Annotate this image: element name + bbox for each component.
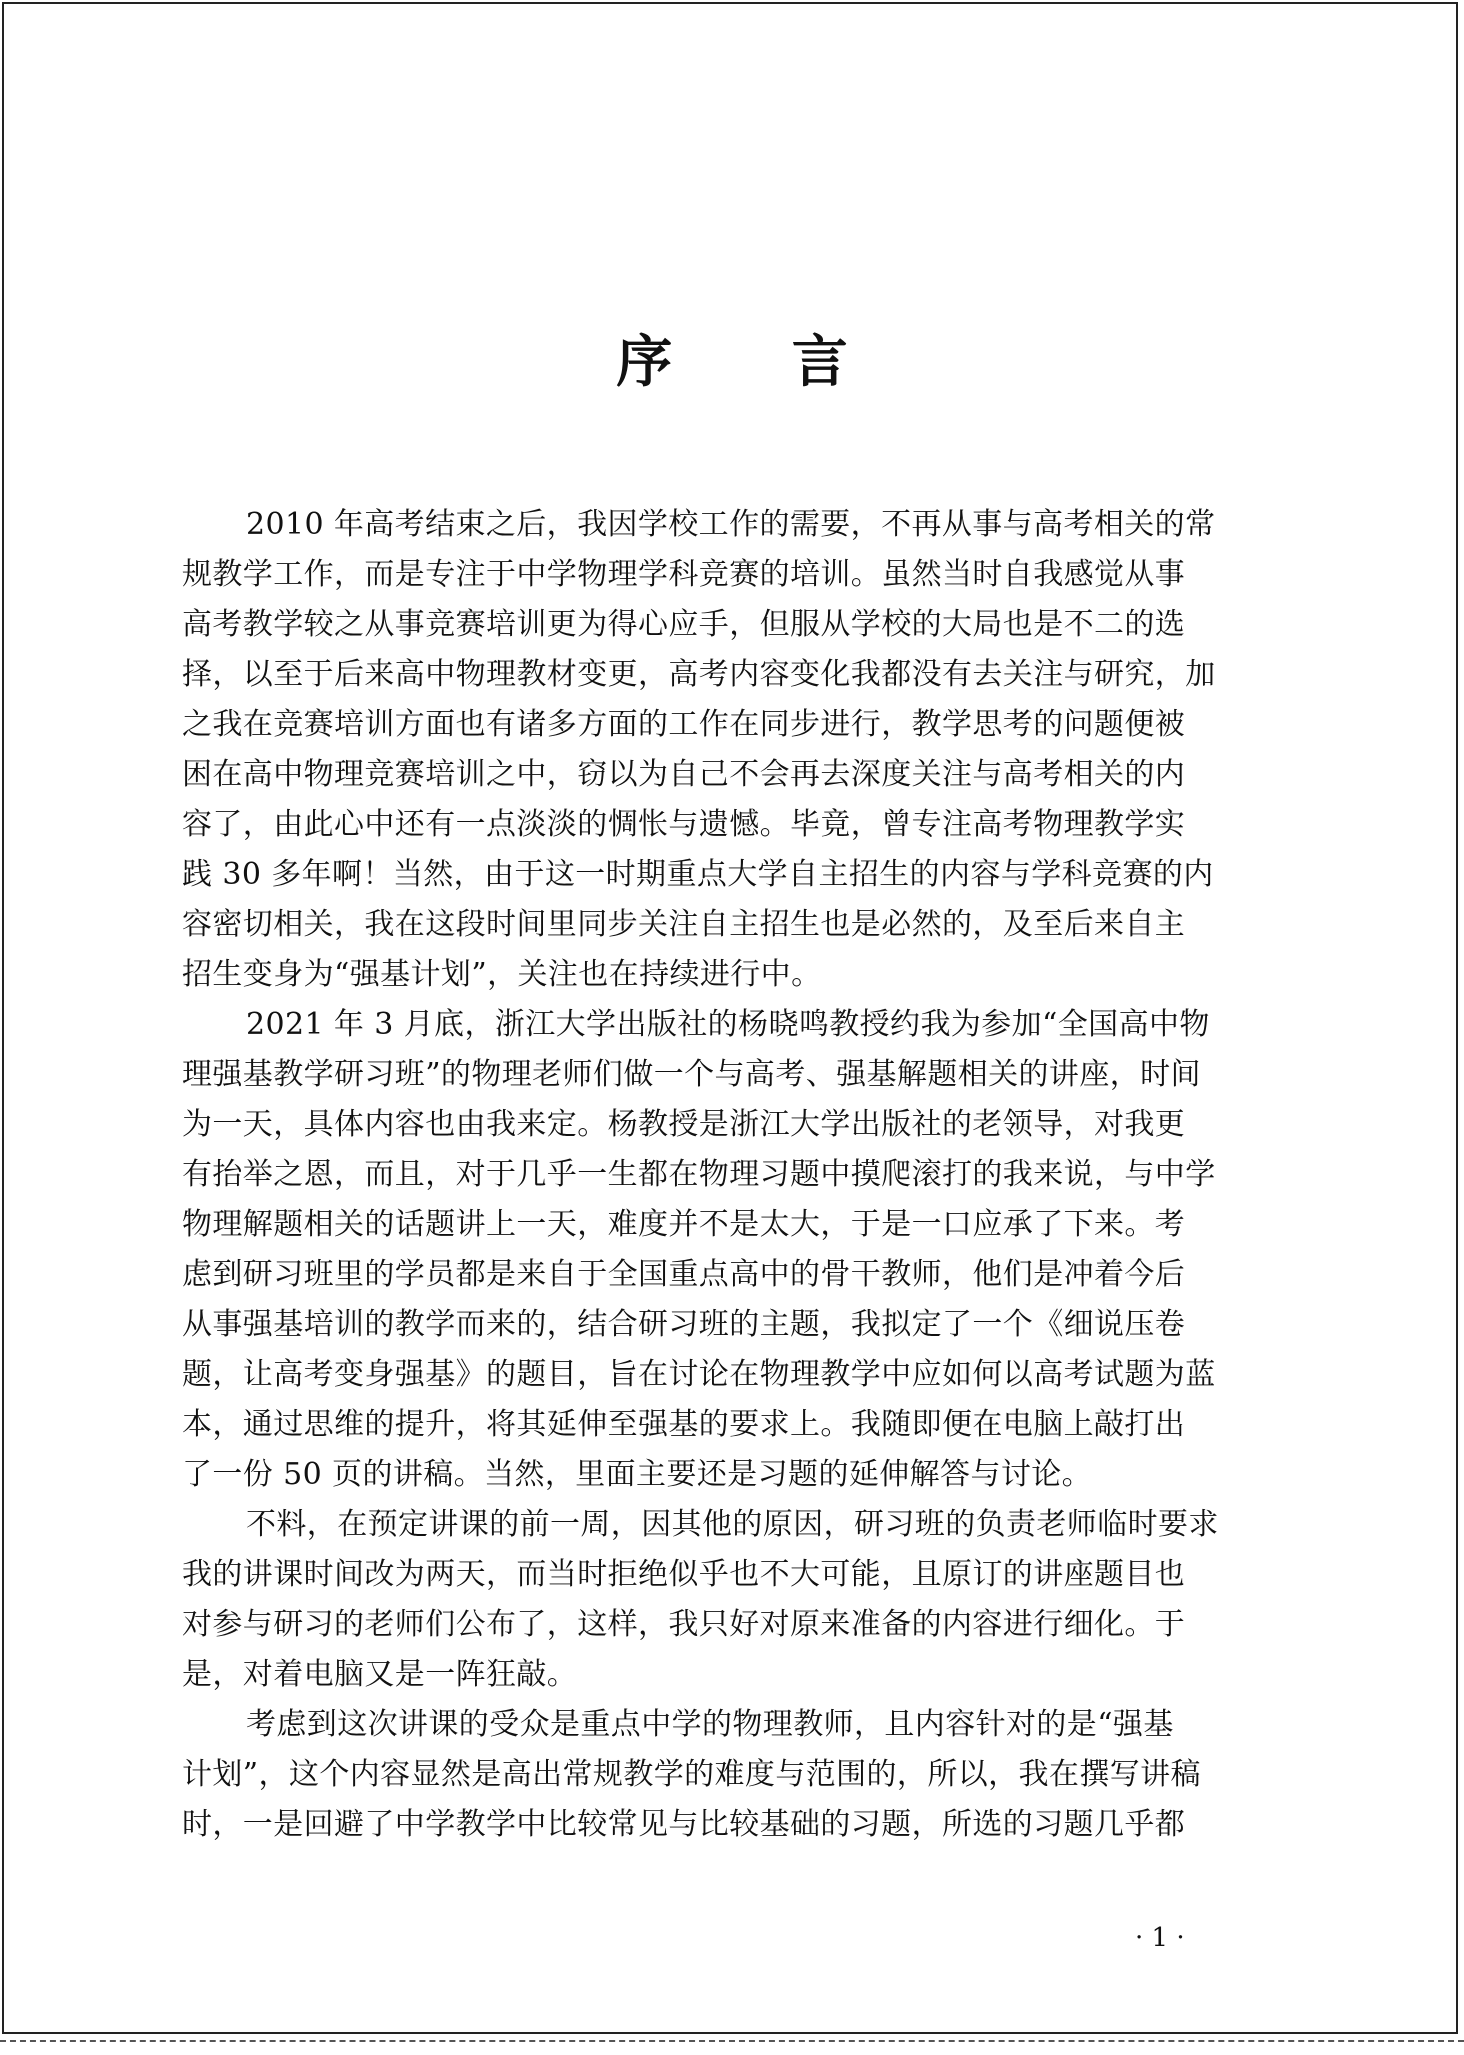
- paragraph-3: [182, 1500, 1282, 1700]
- page-number: · 1 ·: [1135, 1923, 1185, 1953]
- paragraph-2: [182, 1000, 1282, 1500]
- text-line: 我的讲课时间改为两天，而当时拒绝似乎也不大可能，且原订的讲座题目也: [182, 1557, 1186, 1592]
- text-line: 从事强基培训的教学而来的，结合研习班的主题，我拟定了一个《细说压卷: [182, 1307, 1186, 1342]
- text-line: 本，通过思维的提升，将其延伸至强基的要求上。我随即便在电脑上敲打出: [182, 1407, 1186, 1442]
- text-line: 理强基教学研习班”的物理老师们做一个与高考、强基解题相关的讲座，时间: [182, 1057, 1201, 1092]
- text-line: 为一天，具体内容也由我来定。杨教授是浙江大学出版社的老领导，对我更: [182, 1107, 1186, 1142]
- text-line: 考虑到这次讲课的受众是重点中学的物理教师，且内容针对的是“强基: [246, 1707, 1174, 1742]
- text-line: 物理解题相关的话题讲上一天，难度并不是太大，于是一口应承了下来。考: [182, 1207, 1186, 1242]
- text-line: 规教学工作，而是专注于中学物理学科竞赛的培训。虽然当时自我感觉从事: [182, 557, 1186, 592]
- text-line: 2010 年高考结束之后，我因学校工作的需要，不再从事与高考相关的常: [246, 507, 1216, 542]
- text-line: 择，以至于后来高中物理教材变更，高考内容变化我都没有去关注与研究，加: [182, 657, 1216, 692]
- page-title: 序 言: [616, 329, 898, 395]
- text-line: 容密切相关，我在这段时间里同步关注自主招生也是必然的，及至后来自主: [182, 907, 1186, 942]
- text-line: 2021 年 3 月底，浙江大学出版社的杨晓鸣教授约我为参加“全国高中物: [246, 1007, 1210, 1042]
- paragraph-4: [182, 1700, 1282, 1850]
- text-line: 题，让高考变身强基》的题目，旨在讨论在物理教学中应如何以高考试题为蓝: [182, 1357, 1216, 1392]
- text-line: 践 30 多年啊！当然，由于这一时期重点大学自主招生的内容与学科竞赛的内: [182, 857, 1214, 892]
- text-line: 了一份 50 页的讲稿。当然，里面主要还是习题的延伸解答与讨论。: [182, 1457, 1093, 1492]
- body-text: [182, 500, 1282, 1850]
- text-line: 计划”，这个内容显然是高出常规教学的难度与范围的，所以，我在撰写讲稿: [182, 1757, 1201, 1792]
- text-line: 有抬举之恩，而且，对于几乎一生都在物理习题中摸爬滚打的我来说，与中学: [182, 1157, 1216, 1192]
- page-bottom-rule: [0, 2040, 1464, 2042]
- text-line: 是，对着电脑又是一阵狂敲。: [182, 1657, 578, 1692]
- text-line: 高考教学较之从事竞赛培训更为得心应手，但服从学校的大局也是不二的选: [182, 607, 1186, 642]
- text-line: 困在高中物理竞赛培训之中，窃以为自己不会再去深度关注与高考相关的内: [182, 757, 1186, 792]
- text-line: 时，一是回避了中学教学中比较常见与比较基础的习题，所选的习题几乎都: [182, 1807, 1186, 1842]
- text-line: 对参与研习的老师们公布了，这样，我只好对原来准备的内容进行细化。于: [182, 1607, 1186, 1642]
- text-line: 之我在竞赛培训方面也有诸多方面的工作在同步进行，教学思考的问题便被: [182, 707, 1186, 742]
- text-line: 招生变身为“强基计划”，关注也在持续进行中。: [182, 957, 822, 992]
- text-line: 不料，在预定讲课的前一周，因其他的原因，研习班的负责老师临时要求: [246, 1507, 1219, 1542]
- paragraph-1: [182, 500, 1282, 1000]
- text-line: 容了，由此心中还有一点淡淡的惆怅与遗憾。毕竟，曾专注高考物理教学实: [182, 807, 1186, 842]
- text-line: 虑到研习班里的学员都是来自于全国重点高中的骨干教师，他们是冲着今后: [182, 1257, 1186, 1292]
